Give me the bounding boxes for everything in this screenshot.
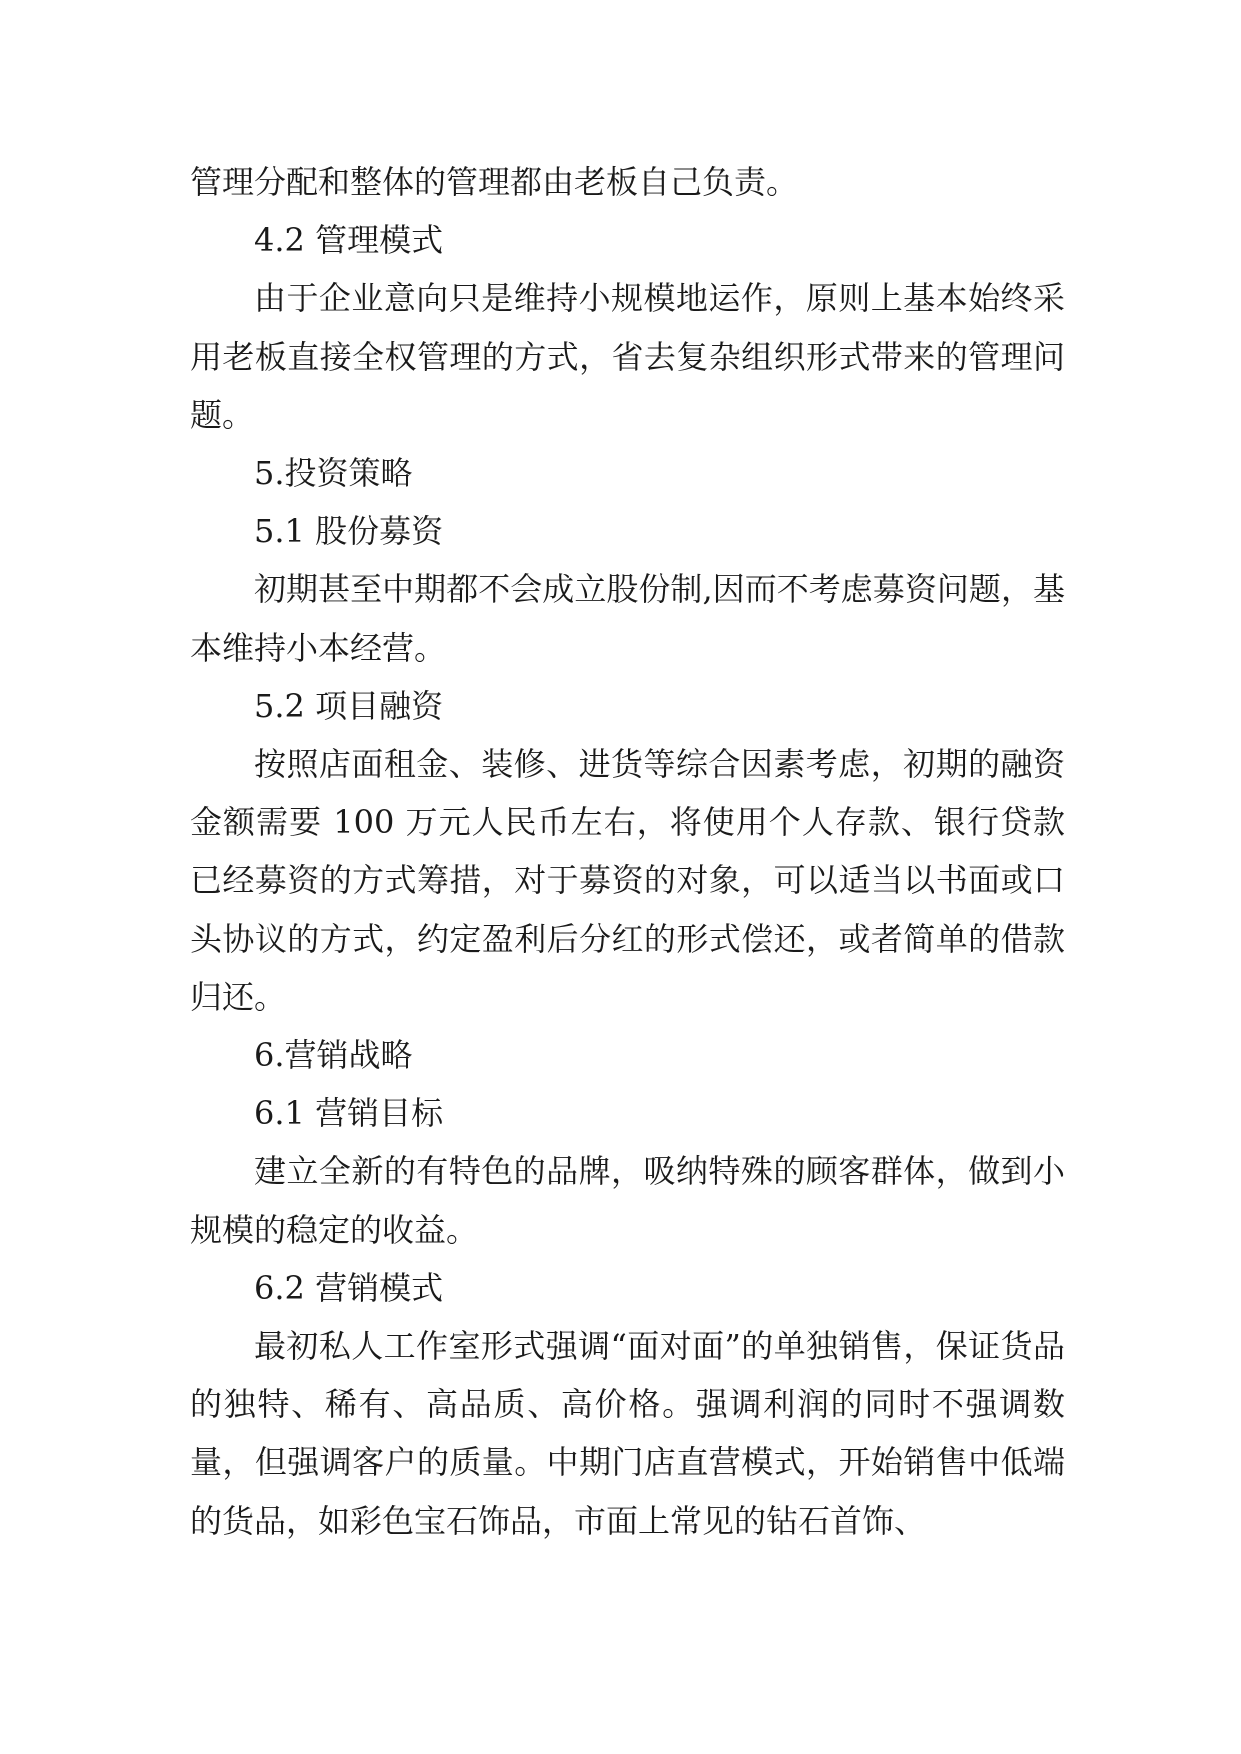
paragraph-marketing-goal: 建立全新的有特色的品牌，吸纳特殊的顾客群体，做到小规模的稳定的收益。 — [190, 1152, 1065, 1249]
heading-6-2: 6.2 营销模式 — [254, 1268, 444, 1307]
heading-6-1: 6.1 营销目标 — [254, 1094, 444, 1133]
paragraph-continuation: 管理分配和整体的管理都由老板自己负责。 — [190, 163, 799, 201]
document-page — [190, 153, 1065, 1550]
paragraph-marketing-model: 最初私人工作室形式强调“面对面”的单独销售，保证货品的独特、稀有、高品质、高价格。强调利润的同时不强调数量，但强调客户的质量。中期门店直营模式，开始销售中低端的货品，如彩色宝石饰品，市面上常见的钻石首饰、 — [190, 1327, 1065, 1540]
heading-5: 5.投资策略 — [254, 454, 413, 493]
heading-5-1: 5.1 股份募资 — [254, 512, 444, 551]
paragraph-equity: 初期甚至中期都不会成立股份制,因而不考虑募资问题，基本维持小本经营。 — [190, 570, 1065, 667]
heading-6: 6.营销战略 — [254, 1036, 413, 1075]
paragraph-financing: 按照店面租金、装修、进货等综合因素考虑，初期的融资金额需要 100 万元人民币左右，将使用个人存款、银行贷款已经募资的方式筹措，对于募资的对象，可以适当以书面或口头协议的方式，约定盈利后分红的形式偿还，或者简单的借款归还。 — [190, 745, 1065, 1016]
heading-5-2: 5.2 项目融资 — [254, 686, 444, 725]
paragraph-management: 由于企业意向只是维持小规模地运作，原则上基本始终采用老板直接全权管理的方式，省去复杂组织形式带来的管理问题。 — [190, 279, 1065, 434]
heading-4-2: 4.2 管理模式 — [254, 221, 444, 260]
